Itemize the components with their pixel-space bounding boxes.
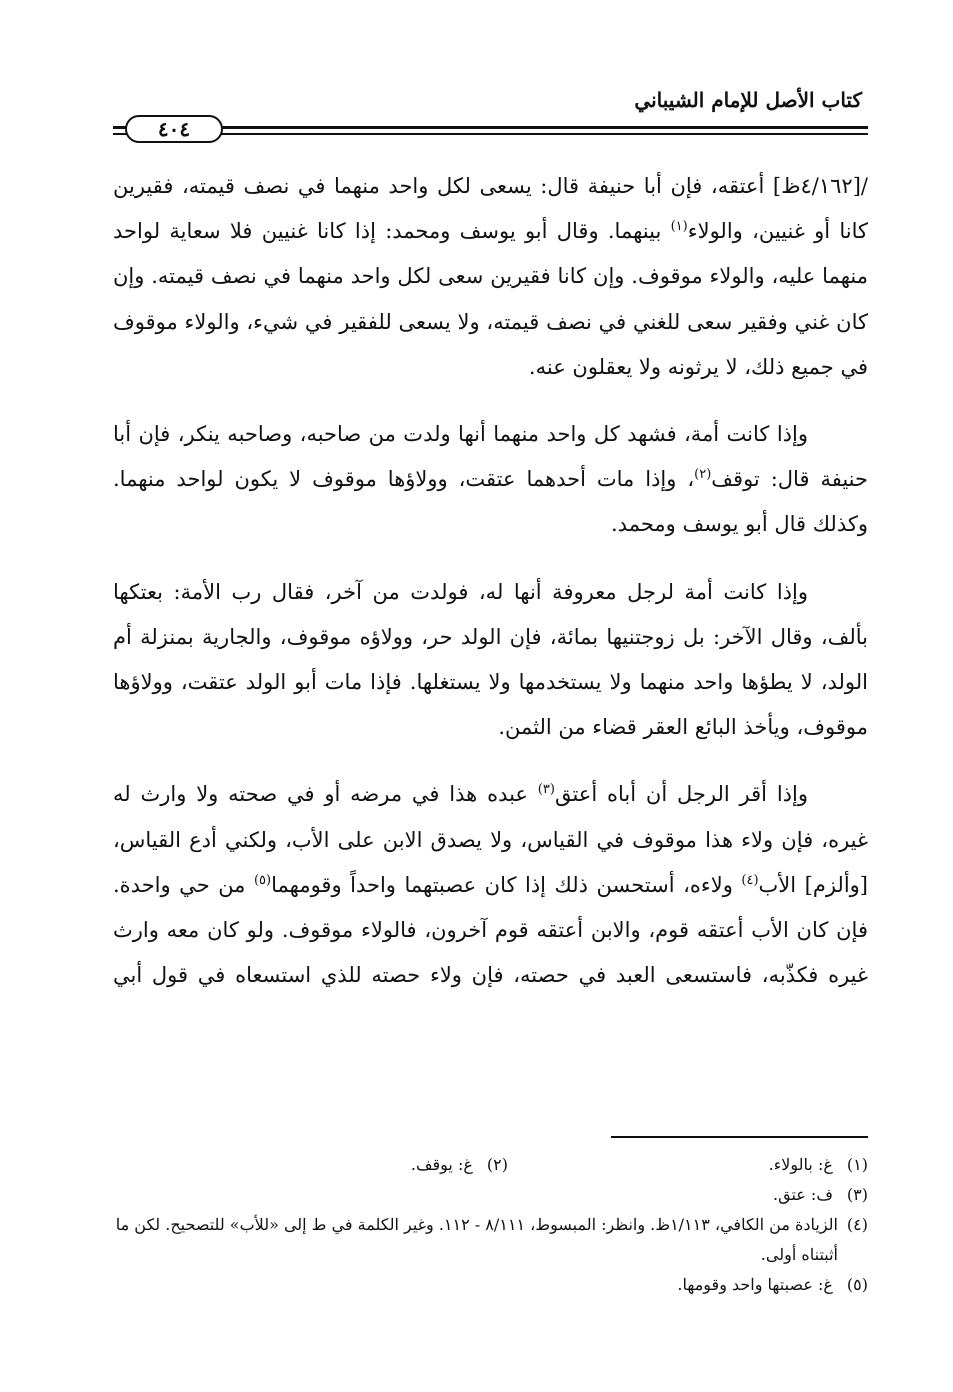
- footnote-ref-2: (٢): [694, 467, 712, 483]
- footnote-ref-1: (١): [670, 219, 688, 235]
- footnote-3: [773, 1180, 868, 1210]
- paragraph-3-text: وإذا كانت أمة لرجل معروفة أنها له، فولدت من آخر، فقال رب الأمة: بعتكها بألف، وقال الآخر: بل زوجتنيها بمائة، فإن الولد حر، وولاؤه موقوف، والجارية بمنزلة أم الولد، لا يطؤها واحد منهما ولا يستخدمها ولا يستغلها. فإذا مات أبو الولد عتقت، وولاؤها موقوف، ويأخذ البائع العقر قضاء من الثمن.: [113, 579, 868, 740]
- footnote-3-text: ف: عتق.: [773, 1185, 833, 1204]
- footnote-row-2: [113, 1180, 868, 1210]
- footnote-4-text: الزيادة من الكافي، ١/١١٣ظ. وانظر: المبسوط، ٨/١١١ - ١١٢. وغير الكلمة في ط إلى «للأب» للتصحيح. لكن ما أثبتناه أولى.: [115, 1215, 838, 1264]
- footnote-5: [677, 1270, 868, 1300]
- paragraph-2: [113, 412, 868, 548]
- footnote-ref-5: (٥): [253, 872, 272, 888]
- paragraph-2-text-b: ، وإذا مات أحدهما عتقت، وولاؤها موقوف لا يكون لواحد منهما. وكذلك قال أبو يوسف ومحمد.: [113, 467, 868, 537]
- footnote-separator: [611, 1136, 868, 1138]
- footnote-row-5: [113, 1270, 868, 1300]
- footnote-1-number: (١): [846, 1155, 868, 1174]
- footnote-ref-3: (٣): [537, 782, 555, 798]
- footnote-2: [411, 1150, 508, 1180]
- paragraph-1: [113, 164, 868, 390]
- paragraph-4: [113, 772, 868, 998]
- page-header: [113, 88, 868, 142]
- header-rule-bottom: [113, 133, 868, 135]
- footnote-3-number: (٣): [846, 1185, 868, 1204]
- footnote-1-text: غ: بالولاء.: [768, 1155, 833, 1174]
- footnote-4-number: (٤): [846, 1215, 868, 1234]
- paragraph-1-text-a: /[٤/١٦٢ظ] أعتقه، فإن أبا حنيفة قال: يسعى لكل واحد منهما في نصف قيمته، فقيرين كانا أو غنيين، والولاء: [113, 174, 868, 244]
- paragraph-3: [113, 570, 868, 751]
- footnote-2-number: (٢): [486, 1155, 508, 1174]
- paragraph-4-text-c: ولاءه، أستحسن ذلك إذا كان عصبتهما واحداً وقومهما: [271, 872, 742, 897]
- footnote-5-text: غ: عصبتها واحد وقومها.: [677, 1275, 833, 1294]
- footnote-1: [508, 1150, 868, 1180]
- footnote-ref-4: (٤): [741, 872, 759, 888]
- footnote-2-text: غ: يوقف.: [410, 1155, 473, 1174]
- body-text: [113, 164, 868, 998]
- footnote-4: [113, 1210, 868, 1270]
- book-title: كتاب الأصل للإمام الشيباني: [634, 88, 862, 112]
- paragraph-2-text-a: وإذا كانت أمة، فشهد كل واحد منهما أنها ولدت من صاحبه، وصاحبه ينكر، فإن أبا حنيفة قال: توقف: [113, 422, 868, 492]
- footnote-5-number: (٥): [846, 1275, 868, 1294]
- page-number: ٤٠٤: [125, 115, 223, 143]
- paragraph-4-text-a: وإذا أقر الرجل أن أباه أعتق: [554, 782, 808, 807]
- paragraph-4-text-b: عبده هذا في مرضه أو في صحته ولا وارث له غيره، فإن ولاء هذا موقوف في القياس، ولا يصدق الابن على الأب، ولكني أدع القياس، [وألزم] الأب: [113, 782, 868, 897]
- footnotes: [113, 1150, 868, 1300]
- paragraph-1-text-b: بينهما. وقال أبو يوسف ومحمد: إذا كانا غنيين فلا سعاية لواحد منهما عليه، والولاء موقوف. وإن كانا فقيرين سعى لكل واحد منهما في نصف قيمته. وإن كان غني وفقير سعى للغني في نصف قيمته، ولا يسعى للفقير في شيء، والولاء موقوف في جميع ذلك، لا يرثونه ولا يعقلون عنه.: [113, 219, 868, 379]
- footnote-row-1: [113, 1150, 868, 1180]
- header-rule-top: [113, 126, 868, 129]
- paragraph-4-text-d: من حي واحدة. فإن كان الأب أعتقه قوم، والابن أعتقه قوم آخرون، فالولاء موقوف. ولو كان معه وارث غيره فكذّبه، فاستسعى العبد في حصته، فإن ولاء حصته للذي استسعاه في قول أبي: [113, 872, 868, 988]
